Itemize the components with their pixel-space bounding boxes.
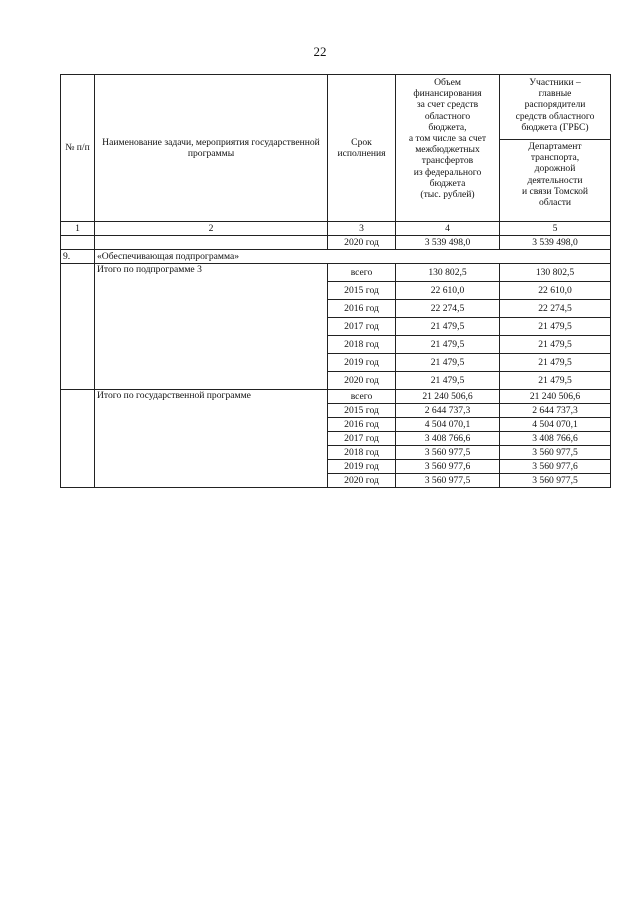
subprogram-total-term: всего bbox=[328, 264, 396, 282]
subprogram-total-term: 2020 год bbox=[328, 372, 396, 390]
subprogram-total-term: 2015 год bbox=[328, 282, 396, 300]
empty-cell bbox=[61, 236, 95, 250]
header-row bbox=[61, 75, 611, 140]
header-name: Наименование задачи, мероприятия государственной программы bbox=[95, 75, 328, 222]
subprogram-total-participant: 22 274,5 bbox=[500, 300, 611, 318]
subprogram-total-participant: 22 610,0 bbox=[500, 282, 611, 300]
subprogram-total-row bbox=[61, 264, 611, 282]
subprogram-total-participant: 21 479,5 bbox=[500, 354, 611, 372]
header-line: а том числе за счет bbox=[408, 133, 487, 145]
subprogram-total-term: 2017 год bbox=[328, 318, 396, 336]
program-total-term: всего bbox=[328, 390, 396, 404]
header-line: бюджета, bbox=[428, 121, 467, 133]
header-term: Срок исполнения bbox=[328, 75, 396, 222]
subprogram-total-financing: 22 274,5 bbox=[396, 300, 500, 318]
subprogram-total-term: 2019 год bbox=[328, 354, 396, 372]
program-total-financing: 3 408 766,6 bbox=[396, 432, 500, 446]
carry-term: 2020 год bbox=[328, 236, 396, 250]
header-line: дорожной bbox=[534, 163, 576, 175]
program-total-term: 2018 год bbox=[328, 446, 396, 460]
header-line: главные bbox=[538, 88, 572, 100]
header-line: за счет средств bbox=[416, 99, 479, 111]
program-total-participant: 21 240 506,6 bbox=[500, 390, 611, 404]
subprogram-total-financing: 21 479,5 bbox=[396, 372, 500, 390]
program-total-term: 2016 год bbox=[328, 418, 396, 432]
section-row bbox=[61, 250, 611, 264]
program-total-financing: 3 560 977,5 bbox=[396, 474, 500, 488]
header-line: Участники – bbox=[529, 77, 581, 88]
subprogram-total-participant: 130 802,5 bbox=[500, 264, 611, 282]
subprogram-total-financing: 21 479,5 bbox=[396, 318, 500, 336]
carry-financing: 3 539 498,0 bbox=[396, 236, 500, 250]
subprogram-total-term: 2018 год bbox=[328, 336, 396, 354]
header-line: финансирования bbox=[413, 88, 482, 100]
header-line: из федерального bbox=[413, 166, 482, 178]
subprogram-total-financing: 21 479,5 bbox=[396, 336, 500, 354]
subprogram-total-participant: 21 479,5 bbox=[500, 318, 611, 336]
column-number: 4 bbox=[396, 222, 500, 236]
column-number: 5 bbox=[500, 222, 611, 236]
header-department bbox=[500, 140, 611, 222]
header-line: областного bbox=[424, 110, 471, 122]
column-number: 2 bbox=[95, 222, 328, 236]
subprogram-total-participant: 21 479,5 bbox=[500, 336, 611, 354]
header-line: деятельности bbox=[527, 174, 583, 186]
subprogram-total-participant: 21 479,5 bbox=[500, 372, 611, 390]
program-total-participant: 3 408 766,6 bbox=[500, 432, 611, 446]
subprogram-total-term: 2016 год bbox=[328, 300, 396, 318]
header-line: Объем bbox=[434, 77, 461, 88]
subprogram-total-label: Итого по подпрограмме 3 bbox=[95, 264, 328, 390]
program-total-financing: 21 240 506,6 bbox=[396, 390, 500, 404]
program-total-financing: 3 560 977,6 bbox=[396, 460, 500, 474]
header-line: области bbox=[538, 197, 572, 209]
header-num: № п/п bbox=[61, 75, 95, 222]
program-total-term: 2017 год bbox=[328, 432, 396, 446]
empty-num-cell bbox=[61, 264, 95, 390]
program-total-participant: 2 644 737,3 bbox=[500, 404, 611, 418]
header-line: средств областного bbox=[515, 110, 595, 122]
program-total-financing: 4 504 070,1 bbox=[396, 418, 500, 432]
program-total-row bbox=[61, 390, 611, 404]
section-num: 9. bbox=[61, 250, 95, 264]
program-total-label: Итого по государственной программе bbox=[95, 390, 328, 488]
header-line: и связи Томской bbox=[521, 185, 589, 197]
section-title: «Обеспечивающая подпрограмма» bbox=[95, 250, 611, 264]
header-participants bbox=[500, 75, 611, 140]
header-financing bbox=[396, 75, 500, 222]
financing-table bbox=[60, 74, 611, 488]
header-line: бюджета bbox=[429, 177, 466, 189]
header-line: Департамент bbox=[528, 141, 582, 152]
column-number: 3 bbox=[328, 222, 396, 236]
program-total-financing: 3 560 977,5 bbox=[396, 446, 500, 460]
subprogram-total-financing: 130 802,5 bbox=[396, 264, 500, 282]
header-line: бюджета (ГРБС) bbox=[521, 121, 589, 133]
carry-participant: 3 539 498,0 bbox=[500, 236, 611, 250]
program-total-term: 2015 год bbox=[328, 404, 396, 418]
program-total-term: 2019 год bbox=[328, 460, 396, 474]
column-number: 1 bbox=[61, 222, 95, 236]
program-total-participant: 3 560 977,5 bbox=[500, 474, 611, 488]
header-line: (тыс. рублей) bbox=[420, 189, 475, 201]
program-total-participant: 4 504 070,1 bbox=[500, 418, 611, 432]
carry-row bbox=[61, 236, 611, 250]
header-line: трансфертов bbox=[421, 155, 474, 167]
subprogram-total-financing: 21 479,5 bbox=[396, 354, 500, 372]
page-number: 22 bbox=[313, 44, 327, 59]
program-total-financing: 2 644 737,3 bbox=[396, 404, 500, 418]
header-line: транспорта, bbox=[530, 152, 580, 164]
program-total-participant: 3 560 977,6 bbox=[500, 460, 611, 474]
program-total-participant: 3 560 977,5 bbox=[500, 446, 611, 460]
subprogram-total-financing: 22 610,0 bbox=[396, 282, 500, 300]
empty-cell bbox=[95, 236, 328, 250]
program-total-term: 2020 год bbox=[328, 474, 396, 488]
header-line: межбюджетных bbox=[415, 144, 480, 156]
column-numbers-row bbox=[61, 222, 611, 236]
header-line: распорядители bbox=[524, 99, 586, 111]
empty-num-cell bbox=[61, 390, 95, 488]
